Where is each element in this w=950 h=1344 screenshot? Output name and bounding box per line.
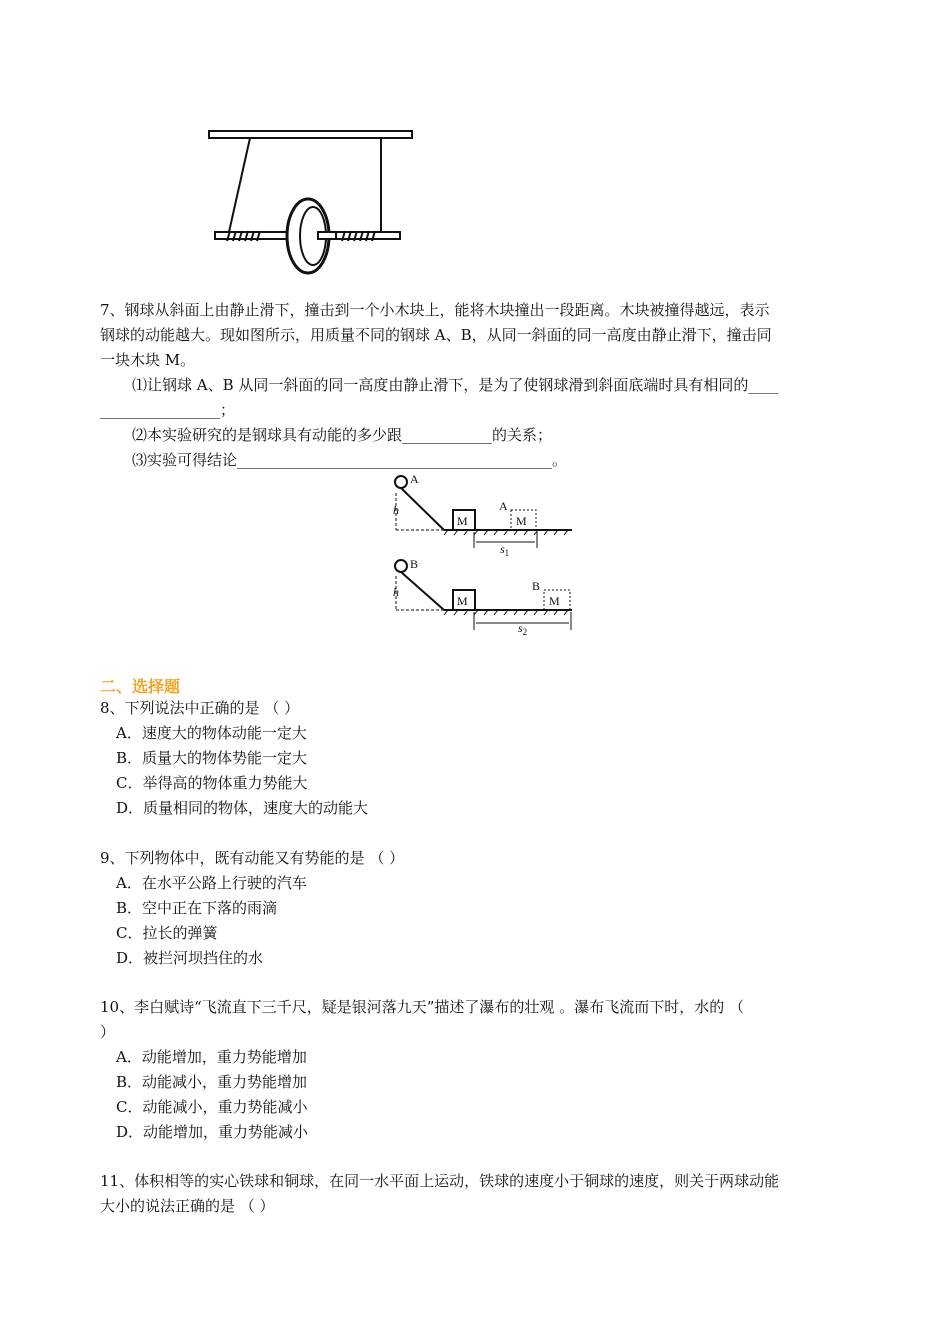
q8-option-d: D．质量相同的物体，速度大的动能大 xyxy=(116,799,369,817)
label-m-moved-a: M xyxy=(516,514,527,528)
section-title: 二、选择题 xyxy=(100,677,181,696)
ramp-experiment-figure xyxy=(388,468,588,638)
label-a-moved: A xyxy=(499,499,508,513)
q10-option-d: D．动能增加，重力势能减小 xyxy=(116,1123,309,1141)
maxwell-wheel-figure xyxy=(0,0,950,290)
label-s2: $s_2$ xyxy=(518,621,528,637)
label-s1: $s_1$ xyxy=(500,542,510,558)
q10-option-c: C．动能减小，重力势能减小 xyxy=(116,1098,308,1116)
q8-stem: 8、下列说法中正确的是 （ ） xyxy=(100,699,300,717)
label-h-a: h xyxy=(393,503,399,517)
q11-line-1: 11、体积相等的实心铁球和铜球，在同一水平面上运动，铁球的速度小于铜球的速度，则关于两球动能 xyxy=(100,1172,780,1190)
q8-option-c: C．举得高的物体重力势能大 xyxy=(116,774,308,792)
q10-line-2: ） xyxy=(100,1023,116,1041)
q7-line-3: 一块木块 M。 xyxy=(100,351,196,369)
string-left xyxy=(229,138,250,232)
ball-a xyxy=(395,476,407,488)
q11-line-2: 大小的说法正确的是 （ ） xyxy=(100,1197,275,1215)
q8-option-b: B．质量大的物体势能一定大 xyxy=(116,749,308,767)
label-m-b: M xyxy=(457,594,468,608)
q8-option-a: A．速度大的物体动能一定大 xyxy=(116,724,307,742)
q9-option-b: B．空中正在下落的雨滴 xyxy=(116,899,278,917)
q7-part-1b: ________________； xyxy=(100,401,236,419)
ball-b xyxy=(395,560,407,572)
q9-option-c: C．拉长的弹簧 xyxy=(116,924,218,942)
label-h-b: h xyxy=(393,585,399,599)
q9-option-d: D．被拦河坝挡住的水 xyxy=(116,949,264,967)
diagram-a xyxy=(395,476,572,548)
label-b-moved: B xyxy=(532,579,541,593)
top-bar xyxy=(209,131,412,138)
label-a: A xyxy=(410,472,419,486)
q9-option-a: A．在水平公路上行驶的汽车 xyxy=(116,874,307,892)
label-m-moved-b: M xyxy=(549,594,560,608)
q7-part-2: ⑵本实验研究的是钢球具有动能的多少跟____________的关系； xyxy=(132,426,553,444)
q7-part-1a: ⑴让钢球 A、B 从同一斜面的同一高度由静止滑下，是为了使钢球滑到斜面底端时具有相同的____ xyxy=(132,376,779,394)
q7-line-1: 7、钢球从斜面上由静止滑下，撞击到一个小木块上，能将木块撞出一段距离。木块被撞得越远，表示 xyxy=(100,301,770,319)
q7-part-3: ⑶实验可得结论__________________________________________。 xyxy=(132,451,568,469)
q10-option-b: B．动能减小，重力势能增加 xyxy=(116,1073,308,1091)
q10-line-1: 10、李白赋诗“飞流直下三千尺，疑是银河落九天”描述了瀑布的壮观 。瀑布飞流而下时，水的 （ xyxy=(100,998,744,1016)
label-b: B xyxy=(410,557,419,571)
q7-line-2: 钢球的动能越大。现如图所示，用质量不同的钢球 A、B，从同一斜面的同一高度由静止滑下，撞击同 xyxy=(100,326,772,344)
hub xyxy=(318,232,336,239)
label-m-a: M xyxy=(457,514,468,528)
q10-option-a: A．动能增加，重力势能增加 xyxy=(116,1048,307,1066)
diagram-b xyxy=(395,560,572,630)
q9-stem: 9、下列物体中，既有动能又有势能的是 （ ） xyxy=(100,849,405,867)
